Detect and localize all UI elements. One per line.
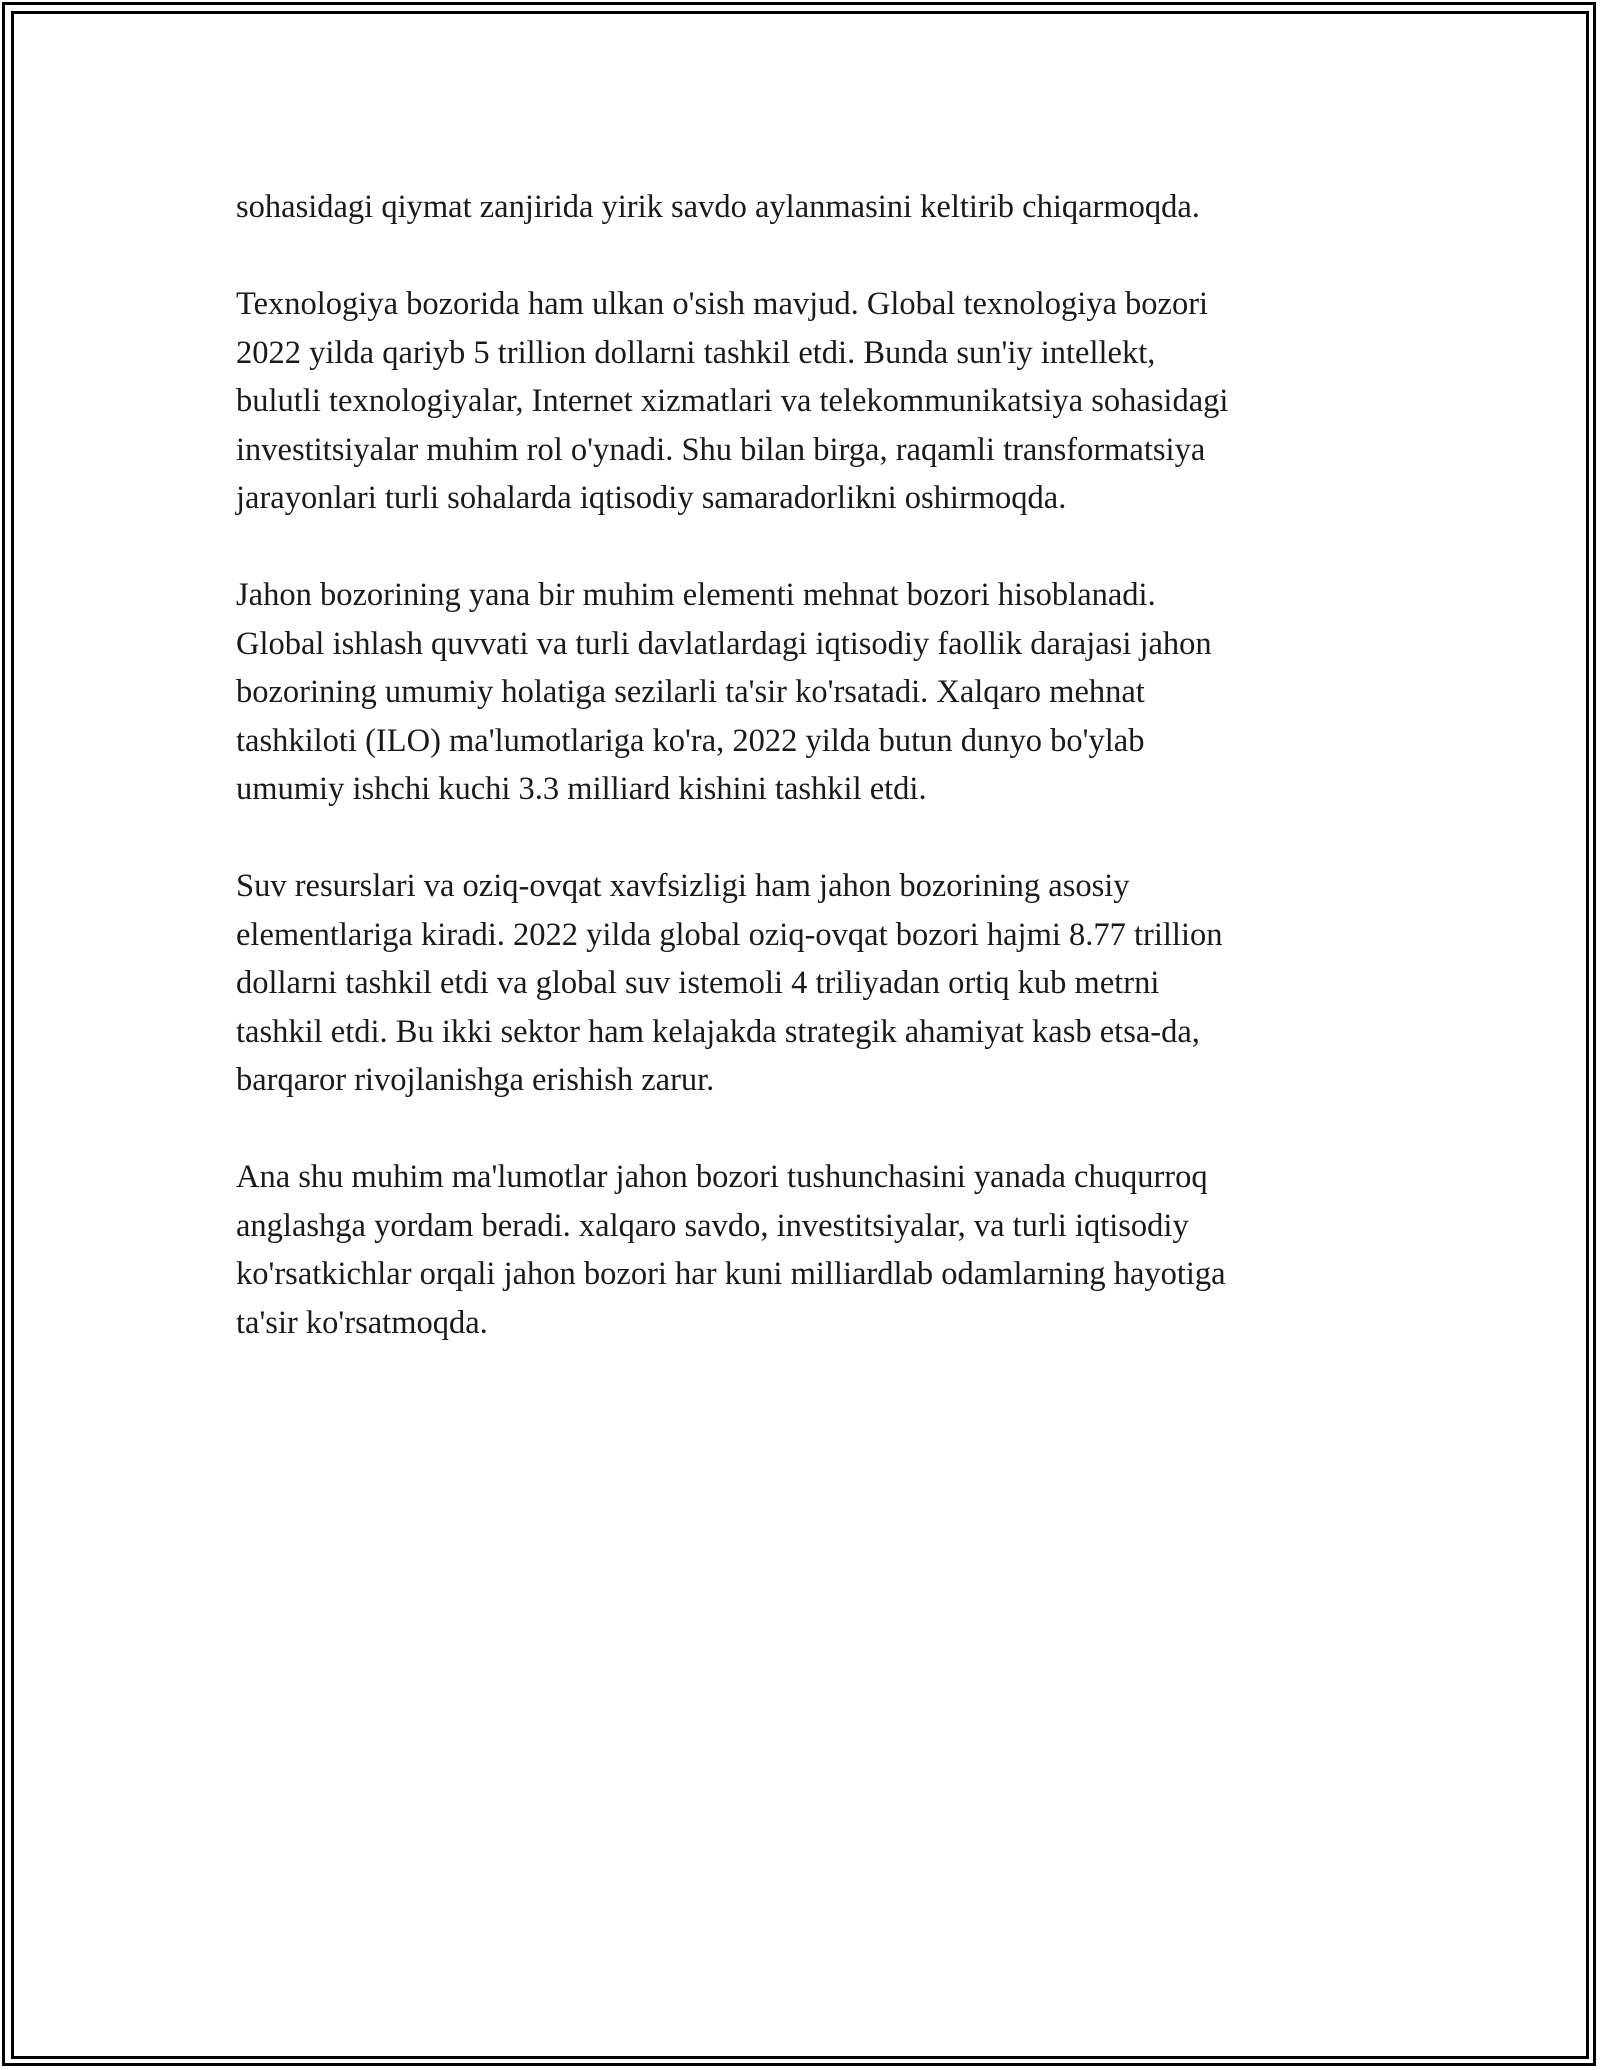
text-line: jarayonlari turli sohalarda iqtisodiy samaradorlikni oshirmoqda. (236, 480, 1067, 516)
text-line: umumiy ishchi kuchi 3.3 milliard kishini tashkil etdi. (236, 771, 927, 807)
text-line: Jahon bozorining yana bir muhim elementi mehnat bozori hisoblanadi. (236, 577, 1156, 613)
paragraph-1 (236, 183, 1376, 232)
text-line: barqaror rivojlanishga erishish zarur. (236, 1062, 715, 1098)
paragraph-2 (236, 280, 1376, 523)
text-line: dollarni tashkil etdi va global suv istemoli 4 triliyadan ortiq kub metrni (236, 965, 1160, 1001)
text-line: sohasidagi qiymat zanjirida yirik savdo aylanmasini keltirib chiqarmoqda. (236, 189, 1200, 225)
text-line: Texnologiya bozorida ham ulkan o'sish mavjud. Global texnologiya bozori (236, 286, 1209, 322)
text-line: 2022 yilda qariyb 5 trillion dollarni tashkil etdi. Bunda sun'iy intellekt, (236, 334, 1156, 371)
text-line: bozorining umumiy holatiga sezilarli ta'sir ko'rsatadi. Xalqaro mehnat (236, 674, 1145, 710)
text-line: elementlariga kiradi. 2022 yilda global oziq-ovqat bozori hajmi 8.77 trillion (236, 916, 1223, 953)
paragraph-5 (236, 1153, 1376, 1347)
text-line: tashkiloti (ILO) ma'lumotlariga ko'ra, 2022 yilda butun dunyo bo'ylab (236, 722, 1145, 759)
text-line: ta'sir ko'rsatmoqda. (236, 1304, 488, 1341)
text-line: investitsiyalar muhim rol o'ynadi. Shu bilan birga, raqamli transformatsiya (236, 431, 1206, 468)
paragraph-4 (236, 862, 1376, 1105)
text-line: bulutli texnologiyalar, Internet xizmatlari va telekommunikatsiya sohasidagi (236, 383, 1229, 419)
text-line: Global ishlash quvvati va turli davlatlardagi iqtisodiy faollik darajasi jahon (236, 625, 1212, 662)
text-line: Ana shu muhim ma'lumotlar jahon bozori tushunchasini yanada chuqurroq (236, 1159, 1208, 1195)
text-line: tashkil etdi. Bu ikki sektor ham kelajakda strategik ahamiyat kasb etsa-da, (236, 1013, 1200, 1050)
text-line: anglashga yordam beradi. xalqaro savdo, investitsiyalar, va turli iqtisodiy (236, 1207, 1189, 1244)
paragraph-3 (236, 571, 1376, 814)
document-body (236, 183, 1376, 1396)
text-line: Suv resurslari va oziq-ovqat xavfsizligi ham jahon bozorining asosiy (236, 868, 1130, 904)
text-line: ko'rsatkichlar orqali jahon bozori har kuni milliardlab odamlarning hayotiga (236, 1256, 1226, 1292)
